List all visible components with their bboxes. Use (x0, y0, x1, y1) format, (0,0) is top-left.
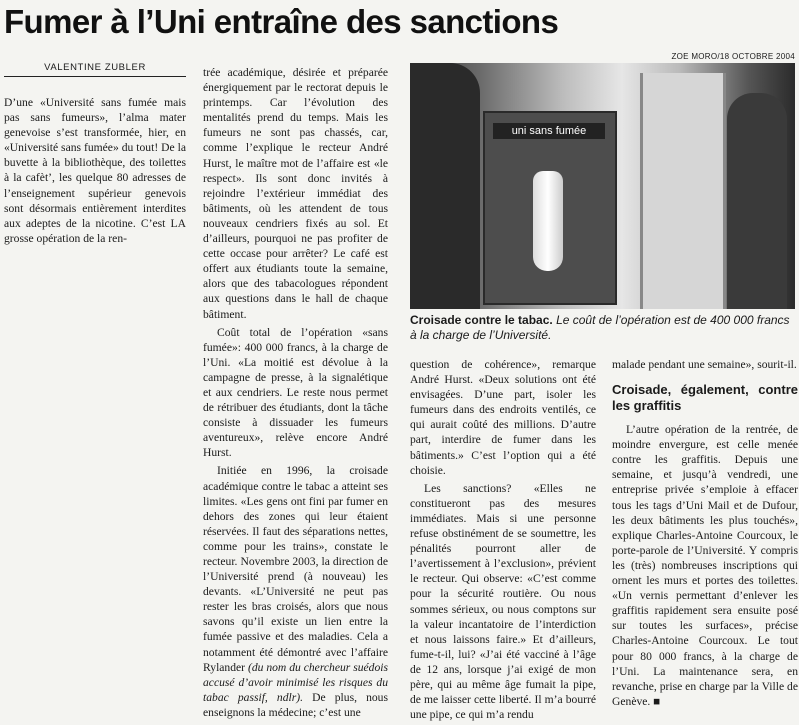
editor-note: (du nom du chercheur suédois accusé d’avoir minimisé les risques du tabac passif, ndlr). (203, 660, 388, 704)
photo-person-right (727, 93, 787, 309)
caption-text: Le coût de l’opération est de 400 000 francs à la charge de l’Université. (410, 313, 790, 342)
paragraph-text: Initiée en 1996, la croisade académique contre le tabac a atteint ses limites. «Les gens ont fini par fumer en dehors des zones qui leur étaient réservées. Il faut des séparations nettes, comme pour les trains», constate le recteur. Novembre 2003, la direction de l’Université prend (à nouveau) les devants. «L’Université ne peut pas rester les bras croisés, alors que nous savons qu’il existe un lien entre la fumée passive et des maladies. Cela a notamment été démontré avec l’affaire Rylander (203, 464, 388, 674)
subheading: Croisade, également, contre les graffitis (612, 382, 798, 414)
column-2 (203, 65, 388, 723)
paragraph: Les sanctions? «Elles ne constitueront pas des mesures immédiates. Mais si une personne refuse obstinément de se soumettre, les pénalités pourront aller de l’avertissement à l’exclusion», prévient le recteur. Qui observe: «C’est comme pour la sécurité routière. Ou nous sommes sérieux, ou nous comptons sur la valeur incantatoire de l’interdiction et nous laissons faire.» Et d’ailleurs, fume-t-il, lui? «J’ai été vacciné à l’âge de 12 ans, lorsque j’ai exigé de mon père, qui au même âge fumait la pipe, de me laisser cette liberté. Il m’a bourré une pipe, ce qui m’a rendu (410, 481, 596, 722)
paragraph: L’autre opération de la rentrée, de moindre envergure, est celle menée contre les graffitis. Depuis une semaine, et jusqu’à vendredi, une entreprise privée s’emploie à effacer tous les tags d’Uni Mail et de Dufour, les deux bâtiments les plus touchés», explique Charles-Antoine Courcoux, le porte-parole de l’Université. Y compris les (très) nombreuses inscriptions qui ornent les murs et portes des toilettes. «Un vernis permettant d’enlever les graffitis rapidement sera ensuite posé sur toutes les surfaces», précise Charles-Antoine Courcoux. Le tout pour 80 000 francs, à la charge de l’Uni. La maintenance sera, en revanche, prise en charge par la Ville de Genève. ■ (612, 423, 798, 708)
paragraph: Coût total de l’opération «sans fumée»: 400 000 francs, à la charge de l’Uni. «La moitié est dévolue à la campagne de presse, à la signalétique et aux cendriers. Le reste nous permet de rétribuer des étudiants, dont la tâche consiste à dissuader les fumeurs aventureux», relève encore André Hurst. (203, 325, 388, 460)
paragraph: D’une «Université sans fumée mais pas sans fumeurs», l’alma mater genevoise s’est transformée, hier, en «Université sans fumée» du tout! De la buvette à la bibliothèque, des toilettes à la cafèt’, les quelque 80 adresses de l’enseignement supérieur genevois sont désormais entièrement interdites aux adeptes de la nicotine. C’est LA grosse opération de la ren- (4, 96, 186, 245)
headline: Fumer à l’Uni entraîne des sanctions (4, 3, 559, 40)
paragraph (203, 463, 388, 720)
paragraph: malade pendant une semaine», sourit-il. (612, 358, 797, 371)
photo-caption (410, 313, 795, 343)
paragraph-text: De plus, nous enseignons la médecine; c’est une (203, 690, 388, 719)
photo-door (640, 73, 726, 309)
column-3 (410, 357, 596, 725)
column-1 (4, 95, 186, 249)
cigarette-butt-graphic (533, 171, 563, 271)
photo-credit: ZOE MORO/18 OCTOBRE 2004 (671, 52, 795, 61)
paragraph: trée académique, désirée et préparée énergiquement par le rectorat depuis le printemps. Car l’évolution des mentalités prend du temps. Mais les fumeurs ne sont pas chassés, car, comme l’explique le recteur André Hurst, le maître mot de l’affaire est «le respect». Ils sont donc invités à rejoindre l’extérieur immédiat des bâtiments, où les attendent de tous nouveaux cendriers fixés au sol. Et d’ailleurs, pourquoi ne pas profiter de cette occase pour arrêter? Le café est offert aux étudiants toute la semaine, alors que des tabacologues répondent aux questions dans le hall de chaque bâtiment. (203, 66, 388, 321)
news-photo (410, 63, 795, 309)
caption-title: Croisade contre le tabac. (410, 313, 553, 327)
paragraph: question de cohérence», remarque André Hurst. «Deux solutions ont été envisagées. D’une part, isoler les fumeurs dans des endroits ventilés, ce qui aurait coûté des millions. D’autre part, interdire de fumer dans les bâtiments.» C’est l’option qui a été choisie. (410, 358, 596, 477)
byline: VALENTINE ZUBLER (4, 62, 186, 77)
photo-sign (483, 111, 617, 305)
photo-person-left (410, 63, 480, 309)
column-4 (612, 357, 798, 712)
sign-label: uni sans fumée (493, 123, 605, 139)
